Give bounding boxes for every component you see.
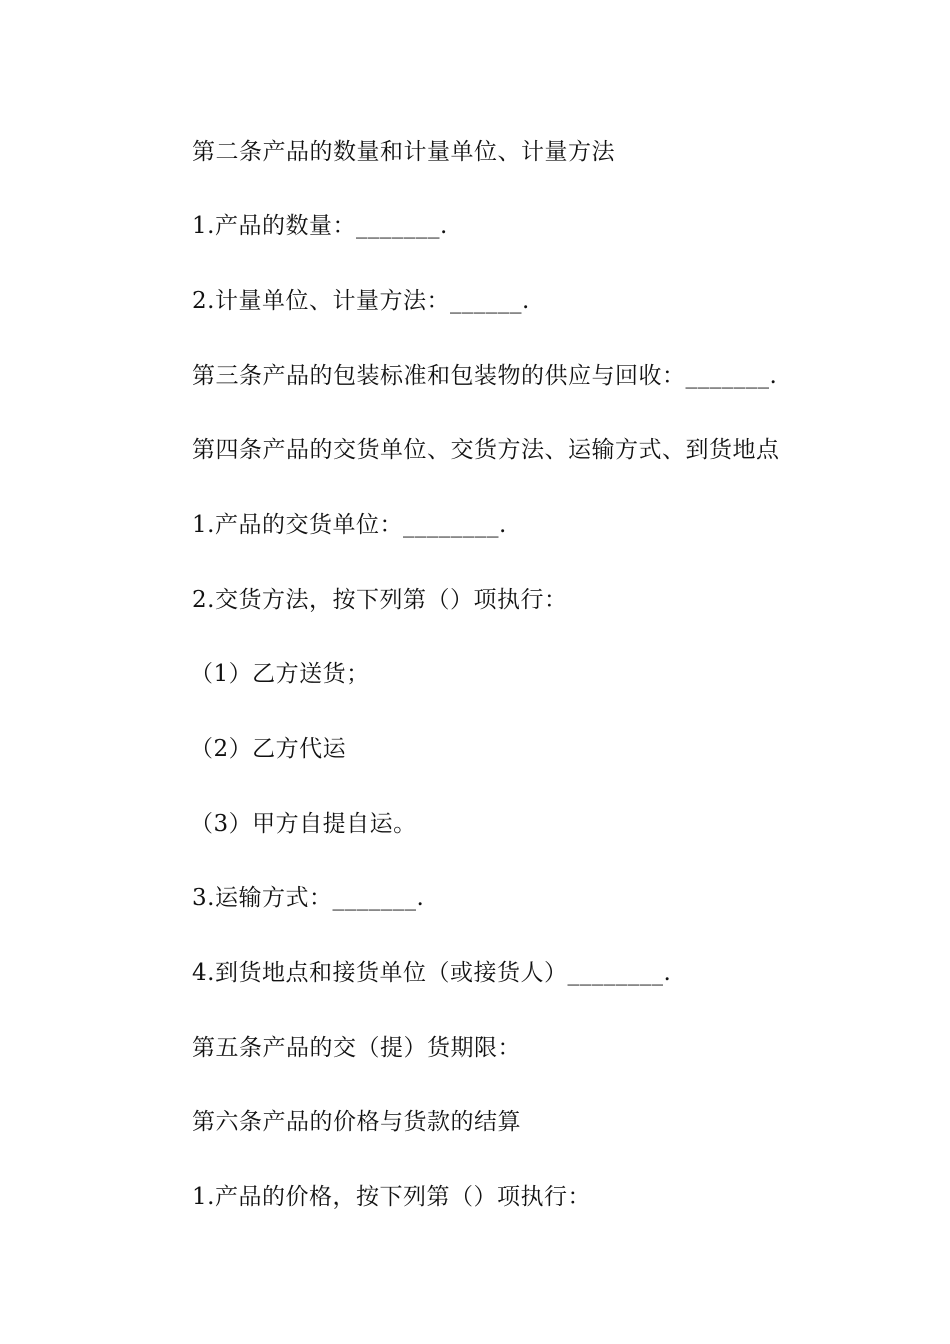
- option-2: （2）乙方代运: [190, 736, 347, 762]
- clause-arrival-location: 4.到货地点和接货单位（或接货人）________.: [192, 960, 672, 986]
- clause-transport-method: 3.运输方式：_______.: [192, 885, 425, 911]
- clause-delivery-unit: 1.产品的交货单位：________.: [192, 512, 507, 538]
- clause-price: 1.产品的价格，按下列第（）项执行：: [192, 1184, 591, 1210]
- article-6-heading: 第六条产品的价格与货款的结算: [192, 1109, 521, 1135]
- clause-measurement-unit: 2.计量单位、计量方法：______.: [192, 288, 530, 314]
- option-1: （1）乙方送货；: [190, 661, 370, 687]
- article-2-heading: 第二条产品的数量和计量单位、计量方法: [192, 139, 615, 165]
- article-5-heading: 第五条产品的交（提）货期限：: [192, 1035, 521, 1061]
- clause-quantity: 1.产品的数量：_______.: [192, 213, 448, 239]
- option-3: （3）甲方自提自运。: [190, 811, 417, 837]
- article-3-heading: 第三条产品的包装标准和包装物的供应与回收：_______.: [192, 363, 778, 389]
- article-4-heading: 第四条产品的交货单位、交货方法、运输方式、到货地点: [192, 437, 780, 463]
- clause-delivery-method: 2.交货方法，按下列第（）项执行：: [192, 587, 568, 613]
